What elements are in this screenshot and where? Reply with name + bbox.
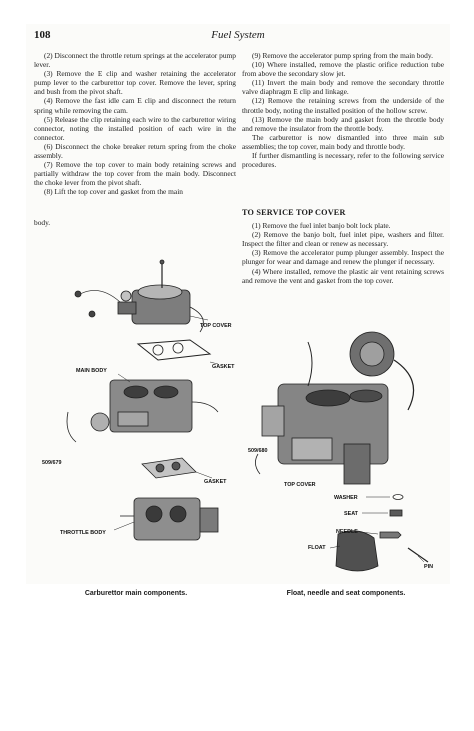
label-pin: PIN [424, 564, 433, 570]
right-column [242, 51, 444, 169]
section-heading: TO SERVICE TOP COVER [242, 208, 346, 217]
paragraph: (2) Remove the banjo bolt, fuel inlet pipe, washers and filter. Inspect the filter and clean or renew as necessary. [242, 230, 444, 249]
manual-page [26, 24, 450, 597]
paragraph: (5) Release the clip retaining each wire to the carburettor wiring connector, noting the installed position of each wire in the connector. [34, 114, 236, 142]
paragraph: (12) Remove the retaining screws from the underside of the throttle body, noting the installed position of the hollow screw. [242, 96, 444, 115]
paragraph: (11) Invert the main body and remove the secondary throttle valve diaphragm E clip and linkage. [242, 78, 444, 97]
float-needle-seat-illustration [248, 334, 444, 572]
label-top-cover: TOP COVER [200, 323, 232, 329]
figure-code: 509/679 [42, 460, 62, 466]
paragraph: (1) Remove the fuel inlet banjo bolt lock plate. [252, 221, 391, 231]
service-top-cover-section [242, 203, 444, 285]
paragraph: (10) Where installed, remove the plastic orifice reduction tube from above the secondary slow jet. [242, 60, 444, 79]
paragraph: (4) Remove the fast idle cam E clip and disconnect the return spring while removing the cam. [34, 96, 236, 115]
page-number: 108 [34, 29, 51, 41]
left-column [34, 51, 236, 197]
paragraph: (3) Remove the accelerator pump plunger assembly. Inspect the plunger for wear and damage and renew the plunger if necessary. [242, 248, 444, 267]
paragraph: (6) Disconnect the choke breaker return spring from the choke assembly. [34, 141, 236, 161]
label-throttle-body: THROTTLE BODY [60, 530, 106, 536]
exploded-view-illustration [40, 252, 235, 572]
figure-caption: Carburettor main components. [84, 590, 188, 597]
label-top-cover: TOP COVER [284, 482, 316, 488]
page-title: Fuel System [211, 29, 265, 41]
paragraph: (2) Disconnect the throttle return springs at the accelerator pump lever. [34, 51, 236, 70]
paragraph: (13) Remove the main body and gasket from the throttle body and remove the insulator from the throttle body. [242, 114, 444, 133]
paragraph: If further dismantling is necessary, refer to the following service procedures. [242, 151, 444, 170]
label-gasket: GASKET [212, 364, 235, 370]
paragraph: (8) Lift the top cover and gasket from the main [44, 187, 183, 197]
figure-caption: Float, needle and seat components. [286, 590, 406, 597]
label-seat: SEAT [344, 511, 358, 517]
left-continuation: body. [34, 218, 51, 227]
figure-code: 509/680 [248, 448, 268, 454]
paragraph: (4) Where installed, remove the plastic air vent retaining screws and remove the vent and gasket from the top cover. [242, 266, 444, 285]
label-needle: NEEDLE [336, 529, 358, 535]
label-gasket: GASKET [204, 479, 227, 485]
paragraph: (3) Remove the E clip and washer retaining the accelerator pump lever to the carburettor top cover. Remove the lever, spring and bush from the pivot shaft. [34, 69, 236, 97]
label-main-body: MAIN BODY [76, 368, 107, 374]
label-washer: WASHER [334, 495, 358, 501]
label-float: FLOAT [308, 545, 326, 551]
paragraph: (7) Remove the top cover to main body retaining screws and partially withdraw the top cover from the main body. Disconnect the choke lever from the pivot shaft. [34, 160, 236, 188]
paragraph: (9) Remove the accelerator pump spring from the main body. [252, 51, 433, 60]
carburettor-main-components-figure [40, 252, 235, 597]
paragraph: The carburettor is now dismantled into three main sub assemblies; the top cover, main body and throttle body. [242, 132, 444, 151]
float-needle-seat-figure [248, 334, 444, 597]
